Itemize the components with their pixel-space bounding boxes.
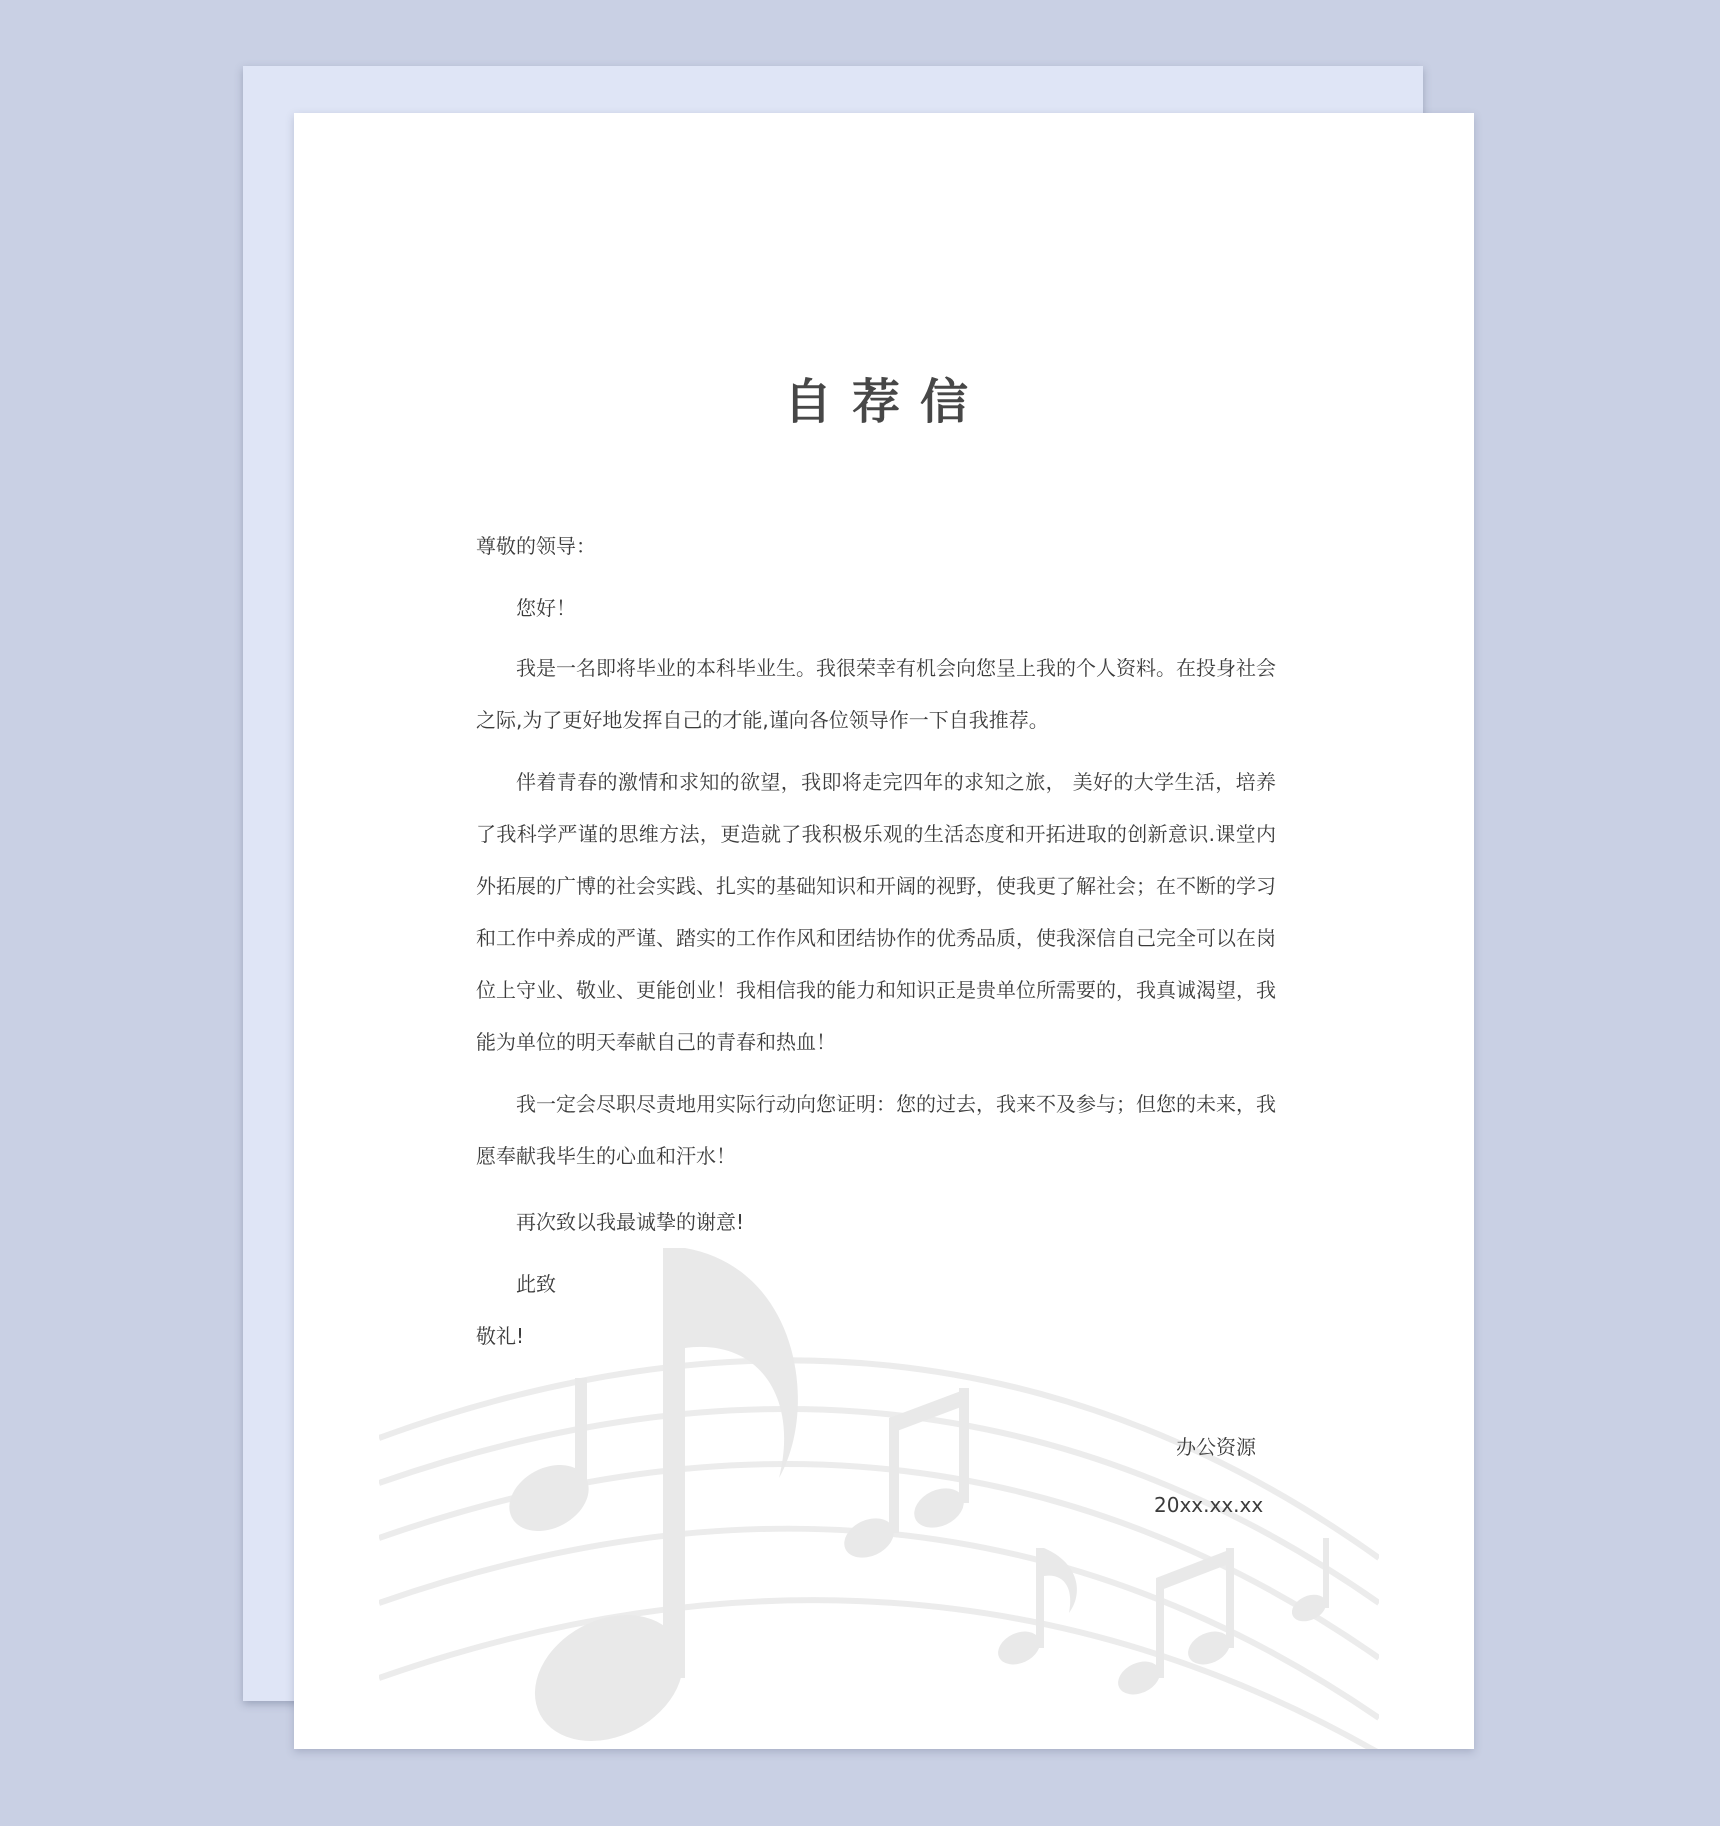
regards-line: 敬礼! bbox=[476, 1324, 525, 1348]
paragraph-commitment: 我一定会尽职尽责地用实际行动向您证明：您的过去，我来不及参与；但您的未来，我愿奉献我毕生的心血和汗水！ bbox=[476, 1092, 1276, 1168]
page-title: 自荐信 bbox=[783, 374, 988, 430]
paragraph-intro: 我是一名即将毕业的本科毕业生。我很荣幸有机会向您呈上我的个人资料。在投身社会之际,为了更好地发挥自己的才能,谨向各位领导作一下自我推荐。 bbox=[476, 656, 1276, 732]
greeting: 您好！ bbox=[516, 596, 576, 620]
thanks-line: 再次致以我最诚挚的谢意! bbox=[516, 1210, 745, 1234]
signature: 办公资源 bbox=[1176, 1435, 1256, 1459]
closing-line: 此致 bbox=[516, 1272, 556, 1296]
date: 20xx.xx.xx bbox=[1154, 1493, 1264, 1517]
salutation: 尊敬的领导： bbox=[476, 534, 596, 558]
paragraph-qualities: 伴着青春的激情和求知的欲望，我即将走完四年的求知之旅， 美好的大学生活，培养了我科学严谨的思维方法，更造就了我积极乐观的生活态度和开拓进取的创新意识.课堂内外拓展的广博的社会实践、扎实的基础知识和开阔的视野，使我更了解社会；在不断的学习和工作中养成的严谨、踏实的工作作风和团结协作的优秀品质，使我深信自己完全可以在岗位上守业、敬业、更能创业！我相信我的能力和知识正是贵单位所需要的，我真诚渴望，我能为单位的明天奉献自己的青春和热血！ bbox=[476, 770, 1276, 1054]
letter-page bbox=[294, 113, 1474, 1749]
